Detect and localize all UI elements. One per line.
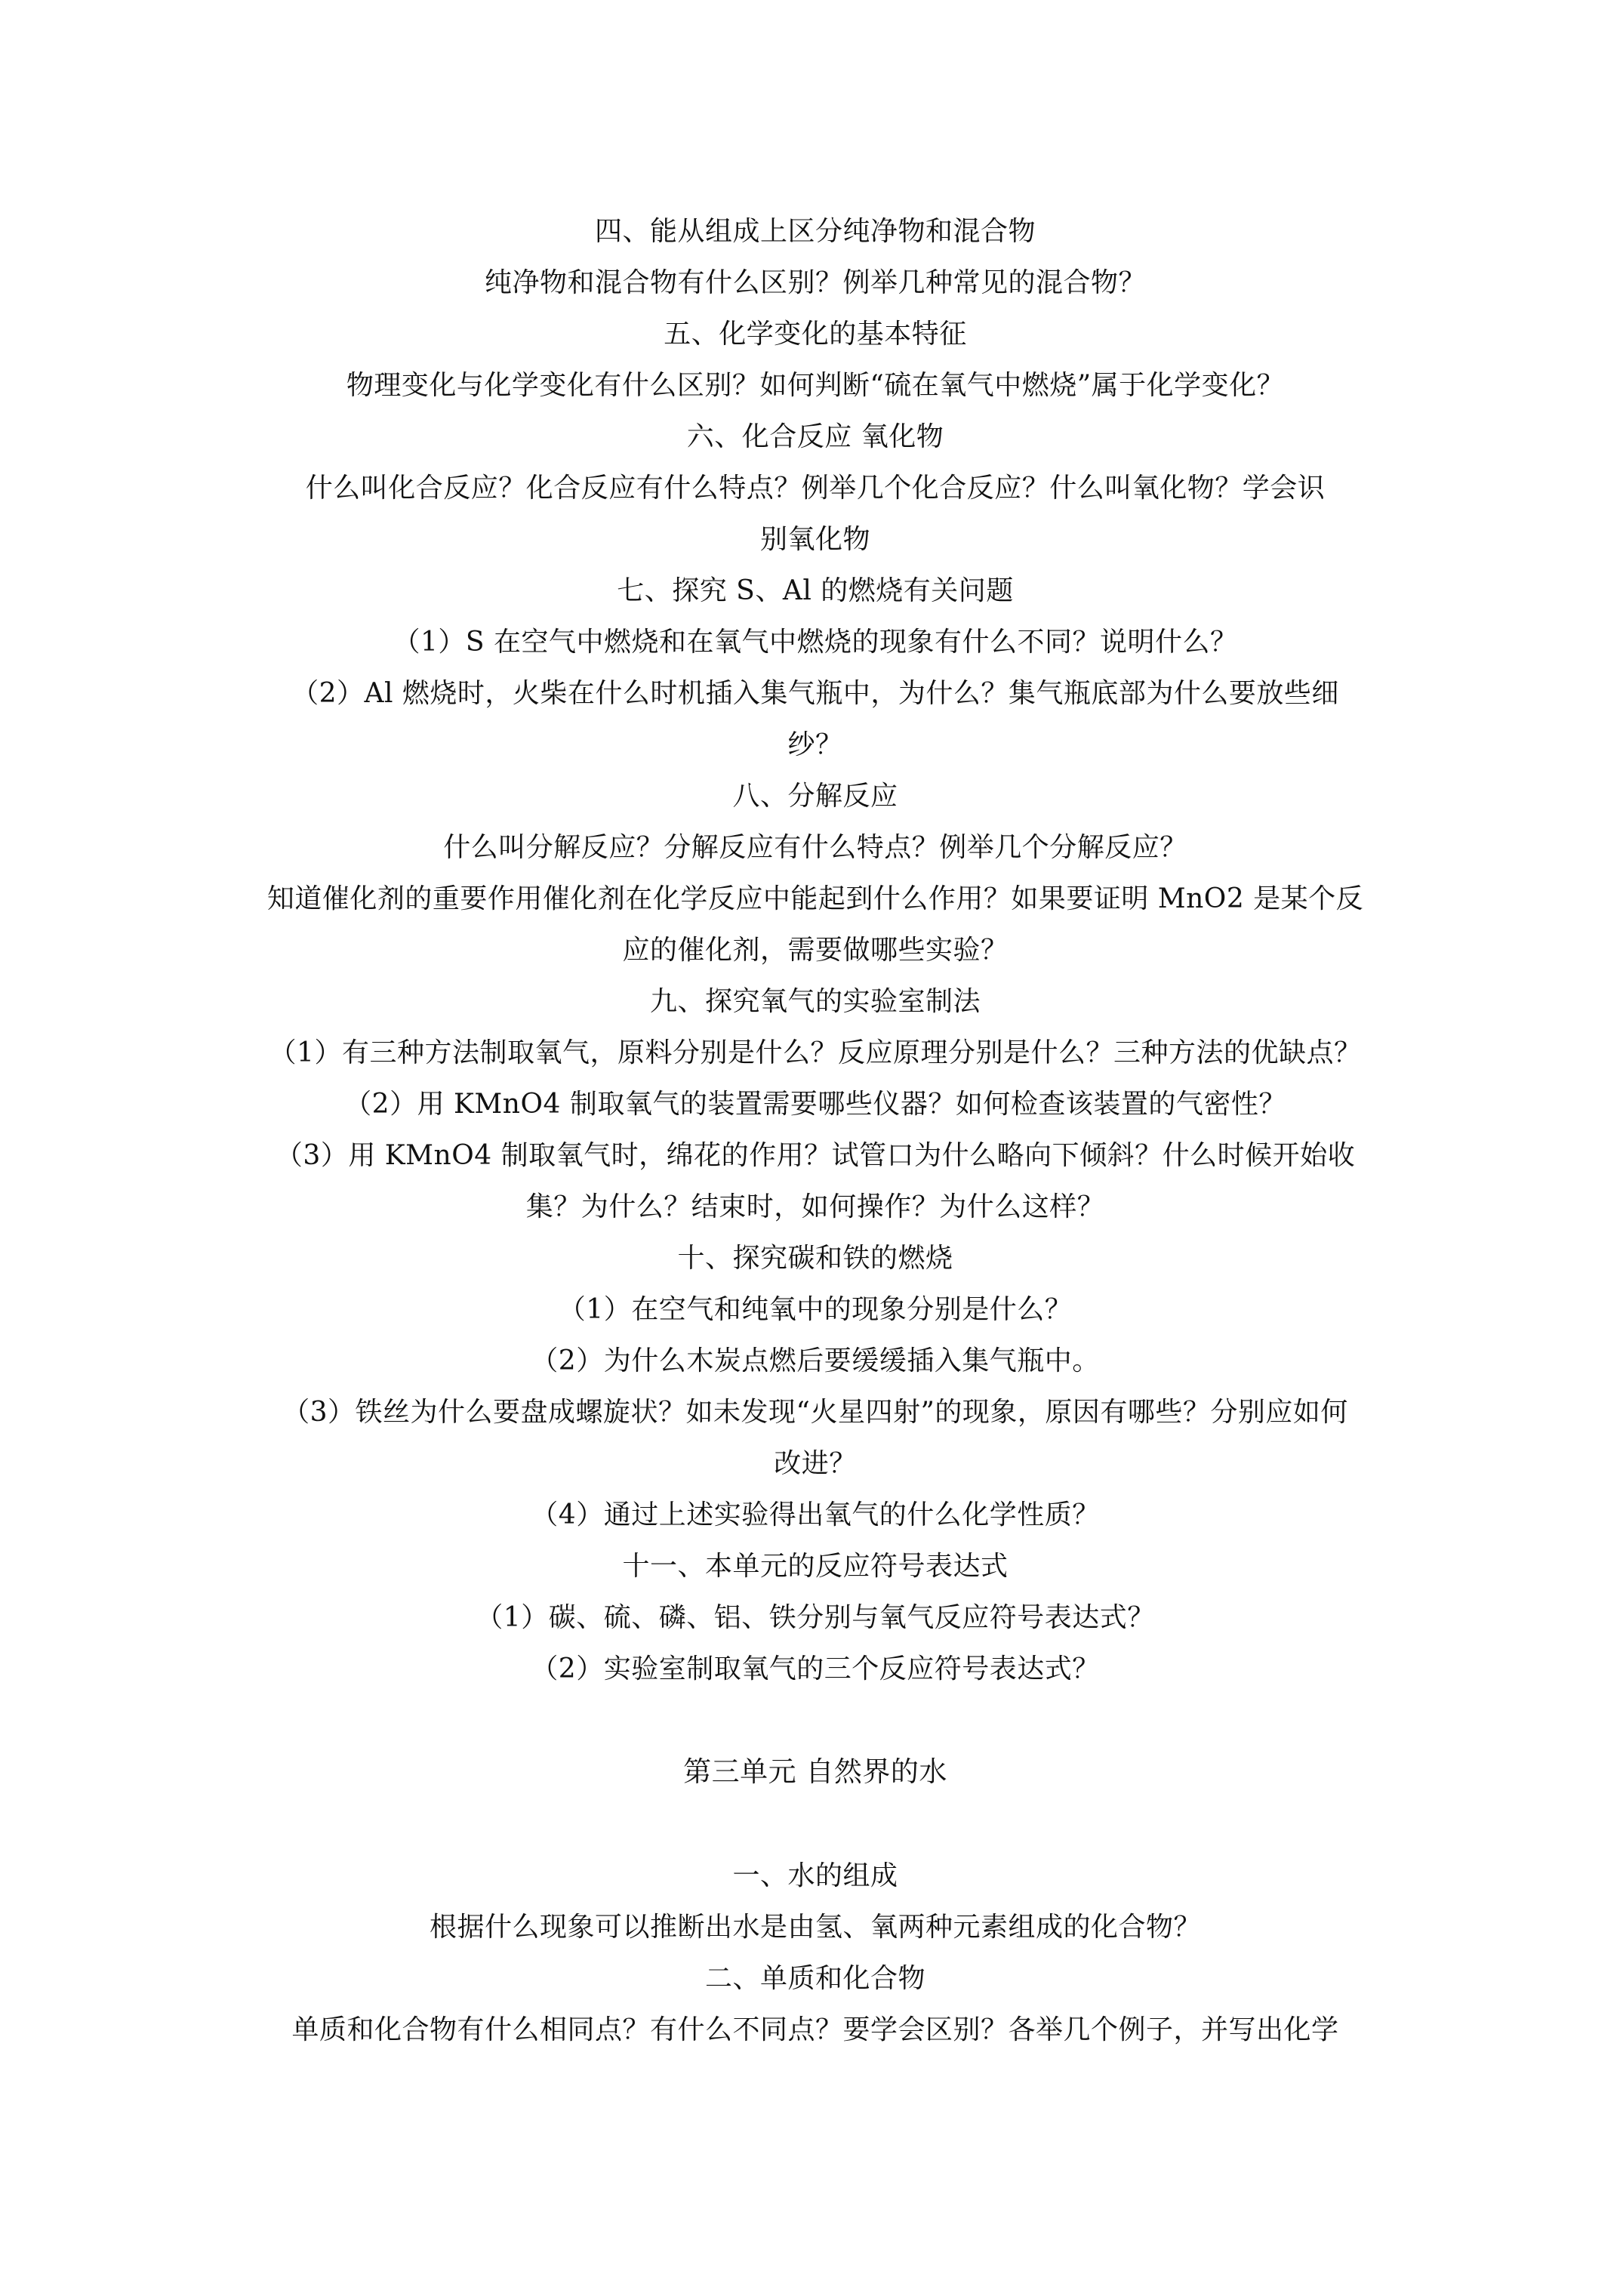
heading-7: 七、探究 S、Al 的燃烧有关问题 [617,575,1014,606]
question-line: （3）用 KMnO4 制取氧气时，绵花的作用？试管口为什么略向下倾斜？什么时候开始收 [275,1140,1356,1171]
question-line: 什么叫化合反应？化合反应有什么特点？例举几个化合反应？什么叫氧化物？学会识 [305,473,1326,504]
heading-5: 五、化学变化的基本特征 [664,319,967,350]
question-line: （3）铁丝为什么要盘成螺旋状？如未发现“火星四射”的现象，原因有哪些？分别应如何 [282,1397,1348,1428]
question-line: （4）通过上述实验得出氧气的什么化学性质？ [531,1499,1100,1530]
question-line: 应的催化剂，需要做哪些实验？ [622,935,1009,966]
question-line: 根据什么现象可以推断出水是由氢、氧两种元素组成的化合物？ [429,1912,1201,1943]
question-line: 纱？ [787,729,843,760]
question-line: 单质和化合物有什么相同点？有什么不同点？要学会区别？各举几个例子，并写出化学 [291,2014,1339,2045]
question-line: 物理变化与化学变化有什么区别？如何判断“硫在氧气中燃烧”属于化学变化？ [346,370,1285,401]
question-line: 什么叫分解反应？分解反应有什么特点？例举几个分解反应？ [443,832,1187,863]
question-line: 知道催化剂的重要作用催化剂在化学反应中能起到什么作用？如果要证明 MnO2 是某个反 [266,883,1364,914]
question-line: （1）碳、硫、磷、铝、铁分别与氧气反应符号表达式？ [476,1602,1155,1633]
heading-1: 一、水的组成 [732,1860,898,1891]
unit-title: 第三单元 自然界的水 [683,1755,947,1788]
question-line: （2）Al 燃烧时，火柴在什么时机插入集气瓶中，为什么？集气瓶底部为什么要放些细 [291,678,1339,709]
heading-10: 十、探究碳和铁的燃烧 [677,1243,953,1274]
heading-4: 四、能从组成上区分纯净物和混合物 [594,216,1036,247]
heading-9: 九、探究氧气的实验室制法 [649,986,981,1017]
question-line: （2）用 KMnO4 制取氧气的装置需要哪些仪器？如何检查该装置的气密性？ [344,1089,1286,1120]
heading-8: 八、分解反应 [732,781,898,812]
heading-11: 十一、本单元的反应符号表达式 [622,1551,1009,1582]
question-line: （1）有三种方法制取氧气，原料分别是什么？反应原理分别是什么？三种方法的优缺点？ [269,1037,1362,1068]
question-line: 集？为什么？结束时，如何操作？为什么这样？ [525,1191,1105,1222]
heading-6: 六、化合反应 氧化物 [686,421,944,452]
question-line: （2）为什么木炭点燃后要缓缓插入集气瓶中。 [531,1345,1100,1376]
question-line: （1）在空气和纯氧中的现象分别是什么？ [558,1294,1073,1325]
heading-2: 二、单质和化合物 [704,1963,925,1994]
question-line: （1）S 在空气中燃烧和在氧气中燃烧的现象有什么不同？说明什么？ [393,627,1238,658]
question-line: 纯净物和混合物有什么区别？例举几种常见的混合物？ [484,267,1146,298]
question-line: 别氧化物 [759,524,870,555]
question-line: 改进？ [774,1448,857,1479]
question-line: （2）实验室制取氧气的三个反应符号表达式？ [531,1653,1100,1684]
